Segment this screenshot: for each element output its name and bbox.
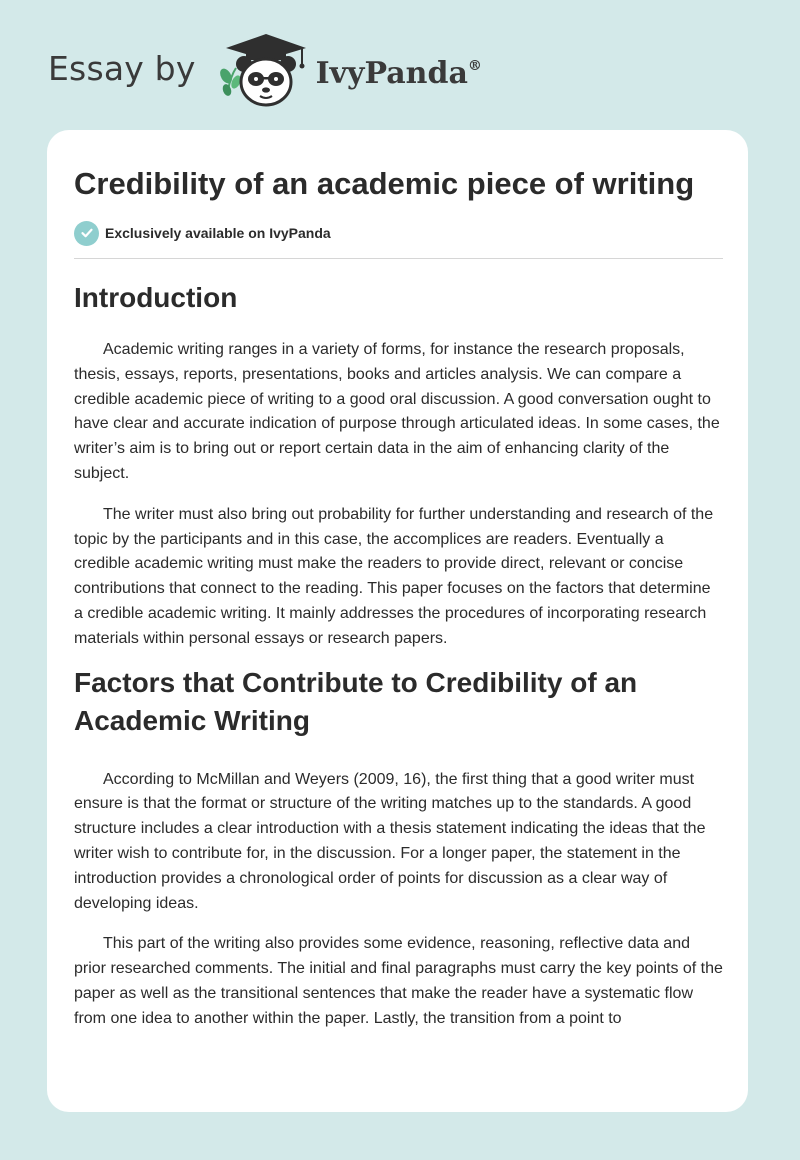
check-circle-icon [74, 221, 99, 246]
article-card [47, 130, 748, 1112]
paragraph: According to McMillan and Weyers (2009, 16), the first thing that a good writer must ensure is that the format or structure of the writing matches up to the standards. A good structure includes a clear introduction with a thesis statement indicating the ideas that the writer wish to contribute for, in the discussion. For a longer paper, the statement in the introduction provides a chronological order of points for discussion as a clear way of developing ideas. [74, 770, 706, 912]
registered-mark: ® [467, 57, 482, 74]
paragraph: The writer must also bring out probability for further understanding and research of the topic by the participants and in this case, the accomplices are readers. Eventually a credible academic writing must make the readers to provide direct, relevant or concise contributions that connect to the reading. This paper focuses on the factors that determine a credible academic writing. It mainly addresses the procedures of incorporating research materials within personal essays or research papers. [74, 505, 714, 647]
header-prefix: Essay by [48, 48, 196, 88]
site-header [48, 30, 648, 110]
paragraph: This part of the writing also provides some evidence, reasoning, reflective data and prior researched comments. The initial and final paragraphs must carry the key points of the paper as well as the transitional sentences that make the reader have a systematic flow from one idea to another within the paper. Lastly, the transition from a point to [74, 935, 723, 1027]
paragraph: Academic writing ranges in a variety of forms, for instance the research proposals, thesis, essays, reports, presentations, books and articles analysis. We can compare a credible academic piece of writing to a good oral discussion. A good conversation ought to have clear and accurate indication of purpose through articulated ideas. In some cases, the writer’s aim is to bring out or report certain data in the aim of enhancing clarity of the subject. [74, 341, 720, 482]
section-heading-introduction: Introduction [74, 282, 238, 313]
title-divider [74, 258, 723, 259]
exclusive-badge [74, 220, 723, 246]
page-title: Credibility of an academic piece of writing [74, 166, 695, 201]
section-heading-factors: Factors that Contribute to Credibility of an Academic Writing [74, 666, 638, 736]
panda-graduate-icon[interactable] [214, 30, 310, 110]
exclusive-badge-label: Exclusively available on IvyPanda [105, 225, 331, 241]
brand-logo-text[interactable]: IvyPanda® [315, 55, 482, 91]
